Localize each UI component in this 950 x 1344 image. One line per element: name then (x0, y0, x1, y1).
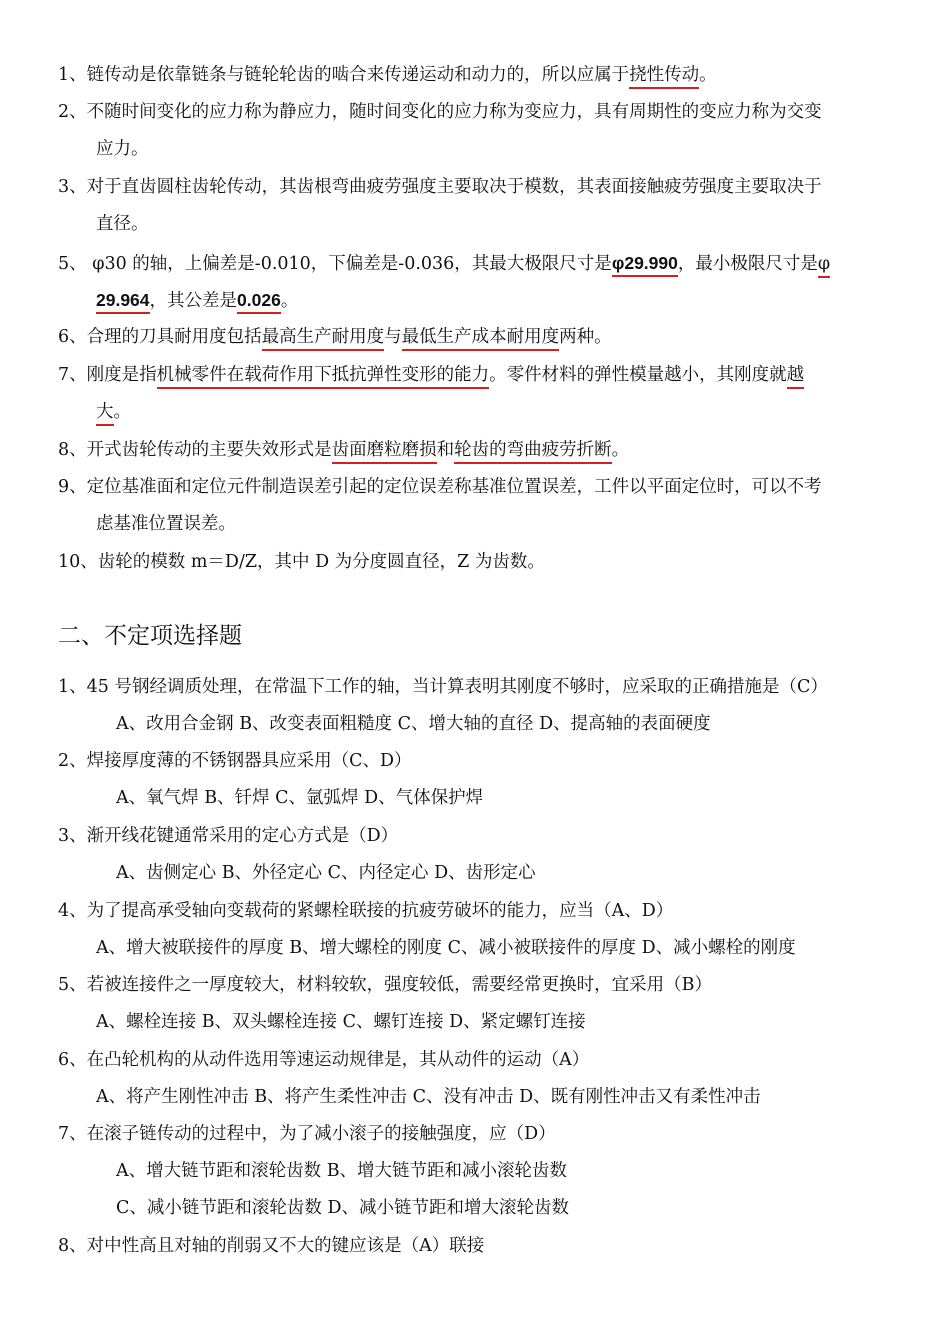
q1-line (58, 62, 920, 88)
s2-q7-options-1: A、增大链节距和滚轮齿数 B、增大链节距和减小滚轮齿数 (116, 1161, 568, 1181)
q10-line: 10、齿轮的模数 m＝D/Z，其中 D 为分度圆直径，Z 为齿数。 (58, 552, 545, 572)
s2-q6-options: A、将产生刚性冲击 B、将产生柔性冲击 C、没有冲击 D、既有刚性冲击又有柔性冲击 (96, 1087, 761, 1107)
s2-q3-options: A、齿侧定心 B、外径定心 C、内径定心 D、齿形定心 (116, 863, 536, 883)
q6-end: 两种。 (559, 327, 612, 347)
q5-line2 (96, 287, 920, 313)
q1-text: 1、链传动是依靠链条与链轮轮齿的啮合来传递运动和动力的，所以应属于 (58, 65, 630, 85)
q5-line1 (58, 250, 920, 276)
q6-answer-1: 最高生产耐用度 (262, 327, 385, 351)
q7-line2 (96, 399, 920, 425)
q5-answer-min-phi: φ (818, 254, 830, 278)
q6-line (58, 324, 920, 350)
q5-text-2: ，最小极限尺寸是 (677, 254, 818, 274)
q5-text: 5、 φ30 的轴，上偏差是-0.010，下偏差是-0.036，其最大极限尺寸是 (58, 254, 612, 274)
q3-line2: 直径。 (96, 214, 149, 234)
q5-answer-tolerance: 0.026 (237, 290, 281, 314)
q5-text-3: ，其公差是 (149, 291, 238, 311)
s2-q7-stem: 7、在滚子链传动的过程中，为了减小滚子的接触强度，应（D） (58, 1124, 556, 1144)
q1-answer: 挠性传动 (629, 65, 699, 89)
q9-line1: 9、定位基准面和定位元件制造误差引起的定位误差称基准位置误差，工件以平面定位时，可以不考 (58, 477, 822, 497)
q8-text: 8、开式齿轮传动的主要失效形式是 (58, 440, 332, 460)
q8-answer-2: 轮齿的弯曲疲劳折断 (454, 440, 612, 464)
s2-q1-stem: 1、45 号钢经调质处理，在常温下工作的轴，当计算表明其刚度不够时，应采取的正确措施是（C） (58, 677, 828, 697)
q7-text-2: 。零件材料的弹性模量越小，其刚度就 (489, 365, 787, 385)
q8-answer-1: 齿面磨粒磨损 (332, 440, 437, 464)
s2-q2-stem: 2、焊接厚度薄的不锈钢器具应采用（C、D） (58, 751, 412, 771)
s2-q3-stem: 3、渐开线花键通常采用的定心方式是（D） (58, 826, 399, 846)
q7-end: 。 (113, 402, 131, 422)
q7-answer-2a: 越 (787, 365, 805, 389)
q8-end: 。 (611, 440, 630, 460)
s2-q2-options: A、氧气焊 B、钎焊 C、氩弧焊 D、气体保护焊 (116, 788, 484, 808)
q5-end: 。 (280, 291, 299, 311)
q1-end: 。 (699, 65, 717, 85)
s2-q5-stem: 5、若被连接件之一厚度较大，材料较软，强度较低，需要经常更换时，宜采用（B） (58, 975, 712, 995)
q7-line1 (58, 362, 920, 388)
q6-answer-2: 最低生产成本耐用度 (402, 327, 560, 351)
section2-heading: 二、不定项选择题 (58, 623, 242, 649)
s2-q4-options: A、增大被联接件的厚度 B、增大螺栓的刚度 C、减小被联接件的厚度 D、减小螺栓的刚度 (96, 938, 796, 958)
q5-answer-min: 29.964 (96, 290, 150, 314)
q2-line2: 应力。 (96, 139, 149, 159)
q6-text-2: 与 (384, 327, 402, 347)
s2-q8-stem: 8、对中性高且对轴的削弱又不大的键应该是（A）联接 (58, 1236, 485, 1256)
s2-q1-options: A、改用合金钢 B、改变表面粗糙度 C、增大轴的直径 D、提高轴的表面硬度 (116, 714, 711, 734)
s2-q4-stem: 4、为了提高承受轴向变载荷的紧螺栓联接的抗疲劳破坏的能力，应当（A、D） (58, 901, 674, 921)
q6-text: 6、合理的刀具耐用度包括 (58, 327, 262, 347)
s2-q5-options: A、螺栓连接 B、双头螺栓连接 C、螺钉连接 D、紧定螺钉连接 (96, 1012, 586, 1032)
s2-q7-options-2: C、减小链节距和滚轮齿数 D、减小链节距和增大滚轮齿数 (116, 1198, 569, 1218)
q8-line (58, 437, 920, 463)
q2-line1: 2、不随时间变化的应力称为静应力，随时间变化的应力称为变应力，具有周期性的变应力称为交变 (58, 102, 822, 122)
q7-answer-2b: 大 (96, 402, 114, 426)
s2-q6-stem: 6、在凸轮机构的从动件选用等速运动规律是，其从动件的运动（A） (58, 1050, 590, 1070)
q9-line2: 虑基准位置误差。 (96, 514, 236, 534)
q7-answer-1: 机械零件在载荷作用下抵抗弹性变形的能力 (157, 365, 490, 389)
q7-text: 7、刚度是指 (58, 365, 157, 385)
q3-line1: 3、对于直齿圆柱齿轮传动，其齿根弯曲疲劳强度主要取决于模数，其表面接触疲劳强度主要取决于 (58, 177, 822, 197)
q8-text-2: 和 (436, 440, 455, 460)
q5-answer-max: φ29.990 (612, 253, 678, 277)
